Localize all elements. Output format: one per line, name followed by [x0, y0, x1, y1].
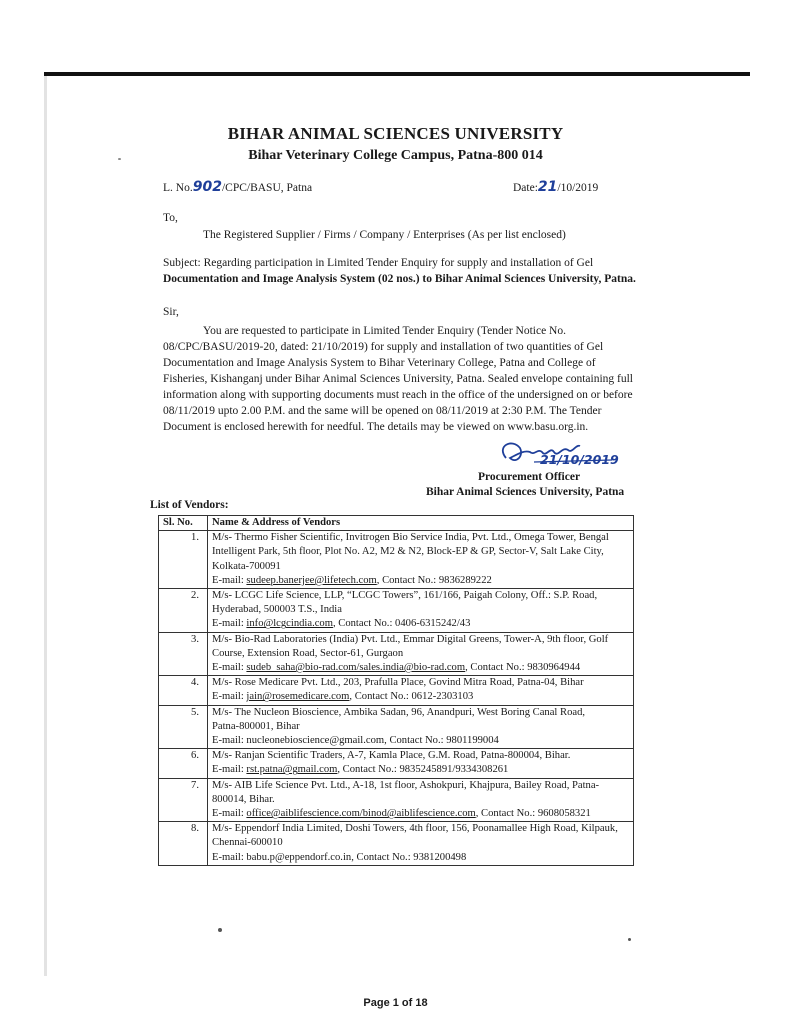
signature-date: 21/10/2019 — [540, 452, 619, 467]
body-line: 08/11/2019 upto 2.00 P.M. and the same will be opened on 08/11/2019 at 2:30 P.M. The Tender — [163, 405, 602, 417]
to-label: To, — [163, 212, 178, 224]
letter-date-suffix: /10/2019 — [557, 182, 599, 194]
vendor-contact-number: , Contact No.: 9830964944 — [465, 662, 581, 674]
table-row — [159, 531, 634, 589]
vendor-details-cell — [208, 822, 634, 866]
letter-number — [163, 180, 312, 196]
email-label: E-mail: — [212, 574, 247, 586]
vendor-address-line: M/s- Thermo Fisher Scientific, Invitrogen Bio Service India, Pvt. Ltd., Omega Tower, Bengal — [212, 532, 609, 544]
email-label: E-mail: — [212, 691, 247, 703]
vendor-details-cell — [208, 676, 634, 705]
vendor-address-line: Patna-800001, Bihar — [212, 720, 300, 732]
table-header-row — [159, 516, 634, 531]
table-row — [159, 749, 634, 778]
vendor-email-link[interactable]: rst.patna@gmail.com — [246, 764, 338, 776]
vendor-contact-number: , Contact No.: 0406-6315242/43 — [332, 618, 471, 630]
vendor-contact-line — [212, 661, 629, 675]
letter-date — [513, 180, 598, 196]
vendor-address-line: M/s- Eppendorf India Limited, Doshi Towers, 4th floor, 156, Poonamallee High Road, Kilpauk, — [212, 823, 618, 835]
column-header-sl: Sl. No. — [159, 516, 208, 531]
scan-speck — [118, 158, 121, 160]
scan-speck — [218, 928, 222, 932]
letter-number-handwritten: 902 — [192, 179, 222, 195]
vendors-heading: List of Vendors: — [150, 499, 229, 511]
vendor-address-line: Kolkata-700091 — [212, 560, 281, 572]
vendor-address-line: M/s- AIB Life Science Pvt. Ltd., A-18, 1st floor, Ashokpuri, Khajpura, Bailey Road, Patna- — [212, 779, 600, 791]
letter-date-handwritten: 21 — [537, 179, 558, 195]
addressee: The Registered Supplier / Firms / Company / Enterprises (As per list enclosed) — [203, 229, 566, 241]
vendor-email-link[interactable]: office@aiblifescience.com/binod@aiblifescience.com — [246, 808, 476, 820]
vendor-address-line: Hyderabad, 500003 T.S., India — [212, 604, 342, 616]
vendors-table — [158, 515, 634, 866]
campus-subtitle: Bihar Veterinary College Campus, Patna-800 014 — [248, 148, 543, 163]
table-row — [159, 778, 634, 822]
vendor-contact-line — [212, 851, 629, 865]
email-label: E-mail: — [212, 735, 247, 747]
signatory-title: Procurement Officer — [478, 471, 581, 483]
vendor-contact-line — [212, 807, 629, 821]
email-label: E-mail: — [212, 764, 247, 776]
salutation: Sir, — [163, 306, 179, 318]
letter-date-prefix: Date: — [513, 182, 538, 194]
vendor-email-link[interactable]: babu.p@eppendorf.co.in — [246, 851, 352, 863]
body-line: Documentation and Image Analysis System to Bihar Veterinary College, Patna and College of — [163, 357, 596, 369]
letter-number-suffix: /CPC/BASU, Patna — [221, 182, 313, 194]
vendor-email-link[interactable]: jain@rosemedicare.com — [246, 691, 350, 703]
letter-number-prefix: L. No. — [163, 182, 193, 194]
serial-number-cell: 5. — [159, 705, 208, 749]
vendor-contact-number: , Contact No.: 9836289222 — [376, 574, 492, 586]
vendor-contact-line — [212, 734, 629, 748]
vendor-details-cell — [208, 589, 634, 633]
vendor-details-cell — [208, 632, 634, 676]
signatory-organisation: Bihar Animal Sciences University, Patna — [426, 486, 625, 498]
table-row — [159, 822, 634, 866]
serial-number-cell: 8. — [159, 822, 208, 866]
scan-top-edge — [44, 72, 750, 76]
vendor-contact-number: , Contact No.: 0612-2303103 — [349, 691, 474, 703]
subject-text-1: Subject: Regarding participation in Limited Tender Enquiry for supply and installation of Gel — [163, 257, 594, 269]
vendor-contact-line — [212, 574, 629, 588]
vendor-address-line: M/s- The Nucleon Bioscience, Ambika Sadan, 96, Anandpuri, West Boring Canal Road, — [212, 706, 586, 718]
vendor-address-line: M/s- Bio-Rad Laboratories (India) Pvt. Ltd., Emmar Digital Greens, Tower-A, 9th floor, Golf — [212, 633, 609, 645]
email-label: E-mail: — [212, 662, 247, 674]
serial-number-cell: 1. — [159, 531, 208, 589]
serial-number-cell: 7. — [159, 778, 208, 822]
body-line: Fisheries, Kishanganj under Bihar Animal Sciences University, Patna. Sealed envelope containing full — [163, 373, 634, 385]
email-label: E-mail: — [212, 618, 247, 630]
vendor-email-link[interactable]: sudeb_saha@bio-rad.com/sales.india@bio-rad.com — [246, 662, 466, 674]
vendor-email-link[interactable]: info@lcgcindia.com — [246, 618, 333, 630]
email-label: E-mail: — [212, 808, 247, 820]
column-header-vendor: Name & Address of Vendors — [208, 516, 634, 531]
vendor-contact-line — [212, 617, 629, 631]
subject-line-1 — [163, 256, 593, 271]
body-line: information along with supporting documents must reach in the office of the undersigned on or before — [163, 389, 633, 401]
vendor-details-cell — [208, 705, 634, 749]
vendor-email-link[interactable]: sudeep.banerjee@lifetech.com — [246, 574, 377, 586]
serial-number-cell: 3. — [159, 632, 208, 676]
table-row — [159, 705, 634, 749]
vendor-address-line: Chennai-600010 — [212, 837, 283, 849]
serial-number-cell: 6. — [159, 749, 208, 778]
vendor-address-line: 800014, Bihar. — [212, 793, 275, 805]
university-title: BIHAR ANIMAL SCIENCES UNIVERSITY — [227, 124, 564, 143]
body-line: Document is enclosed herewith for needful. The details may be viewed on www.basu.org.in. — [163, 421, 589, 433]
body-line: 08/CPC/BASU/2019-20, dated: 21/10/2019) for supply and installation of two quantities of Gel — [163, 341, 604, 353]
scan-left-shadow — [44, 76, 47, 976]
vendor-contact-number: , Contact No.: 9608058321 — [475, 808, 591, 820]
email-label: E-mail: — [212, 851, 247, 863]
vendor-details-cell — [208, 531, 634, 589]
vendor-rows — [159, 531, 634, 866]
vendor-details-cell — [208, 778, 634, 822]
table-row — [159, 589, 634, 633]
vendor-address-line: M/s- LCGC Life Science, LLP, “LCGC Towers”, 161/166, Paigah Colony, Off.: S.P. Road, — [212, 590, 598, 602]
serial-number-cell: 2. — [159, 589, 208, 633]
vendor-address-line: Course, Extension Road, Sector-61, Gurgaon — [212, 647, 404, 659]
vendor-details-cell — [208, 749, 634, 778]
scan-speck — [628, 938, 631, 941]
vendor-address-line: M/s- Ranjan Scientific Traders, A-7, Kamla Place, G.M. Road, Patna-800004, Bihar. — [212, 750, 571, 762]
subject-line-2: Documentation and Image Analysis System (02 nos.) to Bihar Animal Sciences University, Patna. — [163, 273, 636, 285]
vendor-address-line: M/s- Rose Medicare Pvt. Ltd., 203, Prafulla Place, Govind Mitra Road, Patna-04, Bihar — [212, 677, 584, 689]
vendor-contact-number: , Contact No.: 9801199004 — [384, 735, 499, 747]
body-line: You are requested to participate in Limited Tender Enquiry (Tender Notice No. — [203, 325, 566, 337]
vendor-contact-number: , Contact No.: 9835245891/9334308261 — [337, 764, 509, 776]
vendor-contact-number: , Contact No.: 9381200498 — [351, 851, 467, 863]
serial-number-cell: 4. — [159, 676, 208, 705]
vendor-address-line: Intelligent Park, 5th floor, Plot No. A2, M2 & N2, Block-EP & GP, Sector-V, Salt Lake City, — [212, 546, 604, 558]
vendor-contact-line — [212, 763, 629, 777]
vendor-contact-line — [212, 690, 629, 704]
table-row — [159, 632, 634, 676]
page-number-footer: Page 1 of 18 — [363, 997, 428, 1009]
vendor-email-link[interactable]: nucleonebioscience@gmail.com — [246, 735, 385, 747]
table-row — [159, 676, 634, 705]
